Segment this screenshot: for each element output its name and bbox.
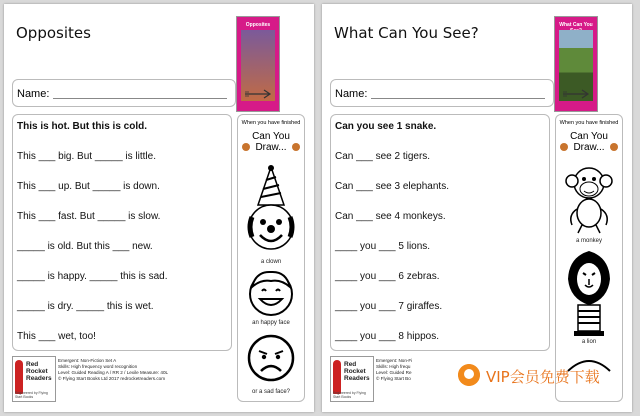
sentence-line: This is hot. But this is cold. bbox=[17, 121, 148, 132]
sentence-line: Can ___ see 2 tigers. bbox=[335, 151, 431, 162]
rocket-icon bbox=[15, 360, 23, 394]
can-you-draw-label: Can You Draw... bbox=[570, 131, 608, 153]
sentence-line: ____ you ___ 8 hippos. bbox=[335, 331, 439, 342]
cover-title: Opposites bbox=[245, 22, 271, 28]
worksheet-page-opposites bbox=[4, 4, 314, 412]
page-title: Opposites bbox=[16, 24, 91, 42]
sentence-line: Can you see 1 snake. bbox=[335, 121, 437, 132]
sentence-line: _____ is happy. _____ this is sad. bbox=[17, 271, 168, 282]
drawing-caption: or a sad face? bbox=[251, 389, 291, 395]
worksheet-page-what-can-you-see bbox=[322, 4, 632, 412]
sentence-list bbox=[12, 114, 232, 351]
child-icon bbox=[292, 143, 300, 151]
drawing-panel bbox=[237, 114, 305, 402]
child-icon bbox=[610, 143, 618, 151]
sentence-line: This ___ up. But _____ is down. bbox=[17, 181, 160, 192]
name-field[interactable] bbox=[12, 79, 236, 107]
sad-face-icon bbox=[247, 333, 295, 383]
when-finished-label: When you have finished bbox=[241, 120, 301, 126]
drawing-panel bbox=[555, 114, 623, 402]
child-icon bbox=[242, 143, 250, 151]
red-rocket-readers-logo: Red Rocket Readers Engineered by Flying Start Books bbox=[12, 356, 56, 402]
name-field[interactable] bbox=[330, 79, 554, 107]
sentence-line: This ___ big. But _____ is little. bbox=[17, 151, 156, 162]
clown-icon bbox=[246, 165, 296, 257]
can-you-draw-label: Can You Draw... bbox=[252, 131, 290, 153]
name-label: Name: bbox=[17, 88, 50, 100]
vip-download-watermark[interactable] bbox=[458, 364, 608, 386]
cover-title: What Can You bbox=[559, 22, 593, 28]
book-info: Emergent: Non-Fi Skills: High frequ Level: Guided Re © Flying Start Bo bbox=[376, 358, 413, 381]
sentence-line: ____ you ___ 5 lions. bbox=[335, 241, 431, 252]
page-title: What Can You See? bbox=[334, 24, 479, 42]
when-finished-label: When you have finished bbox=[559, 120, 619, 126]
monkey-icon bbox=[562, 165, 616, 235]
child-icon bbox=[560, 143, 568, 151]
vip-logo-icon bbox=[458, 364, 480, 386]
red-rocket-readers-logo: Red Rocket Readers Engineered by Flying Start Books bbox=[330, 356, 374, 402]
happy-face-icon bbox=[246, 269, 296, 317]
sentence-list bbox=[330, 114, 550, 351]
vip-download-text: VIP会员免费下载 bbox=[486, 368, 600, 386]
rocket-icon bbox=[333, 360, 341, 394]
sentence-line: ____ you ___ 7 giraffes. bbox=[335, 301, 443, 312]
footer bbox=[12, 356, 234, 404]
book-info: Emergent: Non-Fiction Set A Skills: High frequency word recognition Level: Guided Reading A / RR 2 / Lexile Measure: 40L © Flying Start Books Ltd 2017 redrocketreaders.com bbox=[58, 358, 169, 381]
drawing-caption: an happy face bbox=[252, 320, 290, 326]
drawing-caption: a monkey bbox=[575, 238, 602, 244]
sentence-line: This ___ fast. But _____ is slow. bbox=[17, 211, 161, 222]
sentence-line: Can ___ see 4 monkeys. bbox=[335, 211, 446, 222]
sentence-line: ____ you ___ 6 zebras. bbox=[335, 271, 440, 282]
name-label: Name: bbox=[335, 88, 368, 100]
drawing-caption: a lion bbox=[581, 339, 597, 345]
lion-icon bbox=[564, 249, 614, 337]
arrow-right-icon bbox=[562, 89, 592, 99]
sentence-line: This ___ wet, too! bbox=[17, 331, 96, 342]
arrow-right-icon bbox=[244, 89, 274, 99]
drawing-caption: a clown bbox=[260, 259, 282, 265]
sentence-line: _____ is dry. _____ this is wet. bbox=[17, 301, 154, 312]
sentence-line: _____ is old. But this ___ new. bbox=[17, 241, 153, 252]
sentence-line: Can ___ see 3 elephants. bbox=[335, 181, 449, 192]
